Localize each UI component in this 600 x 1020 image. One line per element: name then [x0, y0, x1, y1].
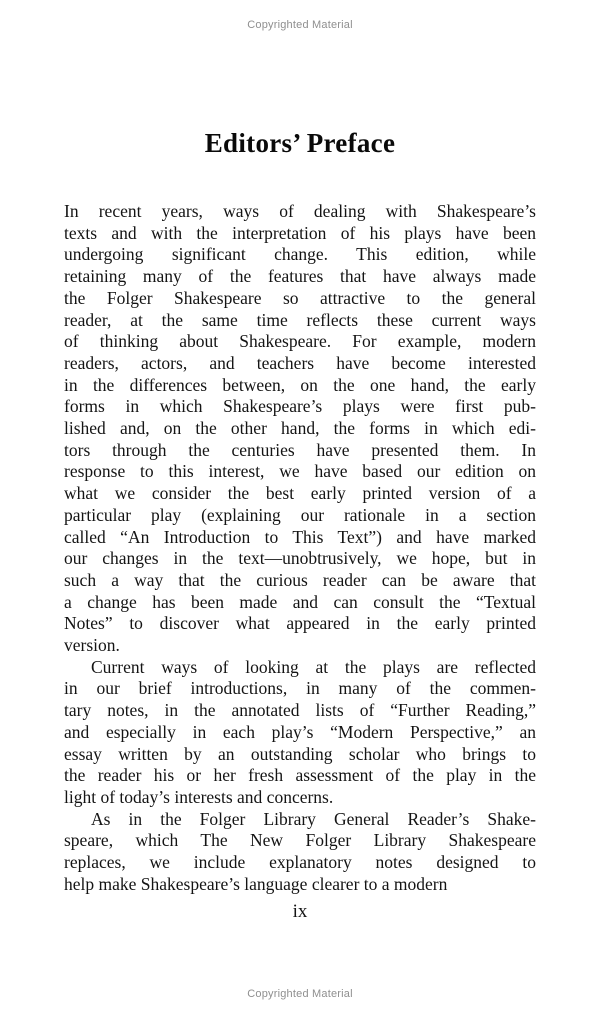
text-line: response to this interest, we have based our edition on [64, 461, 536, 482]
copyright-notice-bottom: Copyrighted Material [247, 988, 353, 1000]
text-line: such a way that the curious reader can be aware that [64, 569, 536, 590]
text-line: particular play (explaining our rationale in a section [64, 504, 536, 525]
text-line: the Folger Shakespeare so attractive to the general [64, 287, 536, 308]
text-line: what we consider the best early printed version of a [64, 483, 536, 504]
text-line: speare, which The New Folger Library Shakespeare [64, 830, 536, 851]
text-line: help make Shakespeare’s language clearer to a modern [64, 873, 448, 894]
text-line: light of today’s interests and concerns. [64, 786, 334, 807]
text-line: readers, actors, and teachers have become interested [64, 352, 536, 373]
paragraph [64, 809, 536, 896]
text-line: forms in which Shakespeare’s plays were first pub- [64, 396, 536, 417]
text-line: a change has been made and can consult the “Textual [64, 591, 536, 612]
page-number: ix [292, 901, 308, 922]
text-line: undergoing significant change. This edition, while [64, 244, 536, 265]
text-line: texts and with the interpretation of his plays have been [64, 222, 536, 243]
text-line: of thinking about Shakespeare. For example, modern [64, 331, 536, 352]
text-line: in the differences between, on the one hand, the early [64, 374, 536, 395]
text-line: the reader his or her fresh assessment of the play in the [64, 765, 536, 786]
text-line: in our brief introductions, in many of the commen- [64, 678, 536, 699]
text-line: version. [64, 635, 120, 656]
text-line: As in the Folger Library General Reader’s Shake- [91, 808, 536, 829]
paragraph [64, 201, 536, 657]
text-line: Notes” to discover what appeared in the early printed [64, 613, 536, 634]
text-line: tors through the centuries have presented them. In [64, 439, 536, 460]
text-line: Current ways of looking at the plays are reflected [91, 656, 536, 677]
page-title: Editors’ Preface [204, 128, 396, 158]
paragraph [64, 657, 536, 809]
text-line: and especially in each play’s “Modern Perspective,” an [64, 721, 536, 742]
text-line: lished and, on the other hand, the forms in which edi- [64, 418, 536, 439]
body-text [64, 201, 536, 896]
text-line: essay written by an outstanding scholar who brings to [64, 743, 536, 764]
text-line: our changes in the text—unobtrusively, we hope, but in [64, 548, 536, 569]
text-line: In recent years, ways of dealing with Shakespeare’s [64, 201, 536, 221]
text-line: retaining many of the features that have always made [64, 266, 536, 287]
text-line: replaces, we include explanatory notes designed to [64, 852, 536, 873]
text-line: tary notes, in the annotated lists of “Further Reading,” [64, 700, 536, 721]
text-line: called “An Introduction to This Text”) and have marked [64, 526, 536, 547]
copyright-notice-top: Copyrighted Material [247, 19, 353, 31]
text-line: reader, at the same time reflects these current ways [64, 309, 536, 330]
